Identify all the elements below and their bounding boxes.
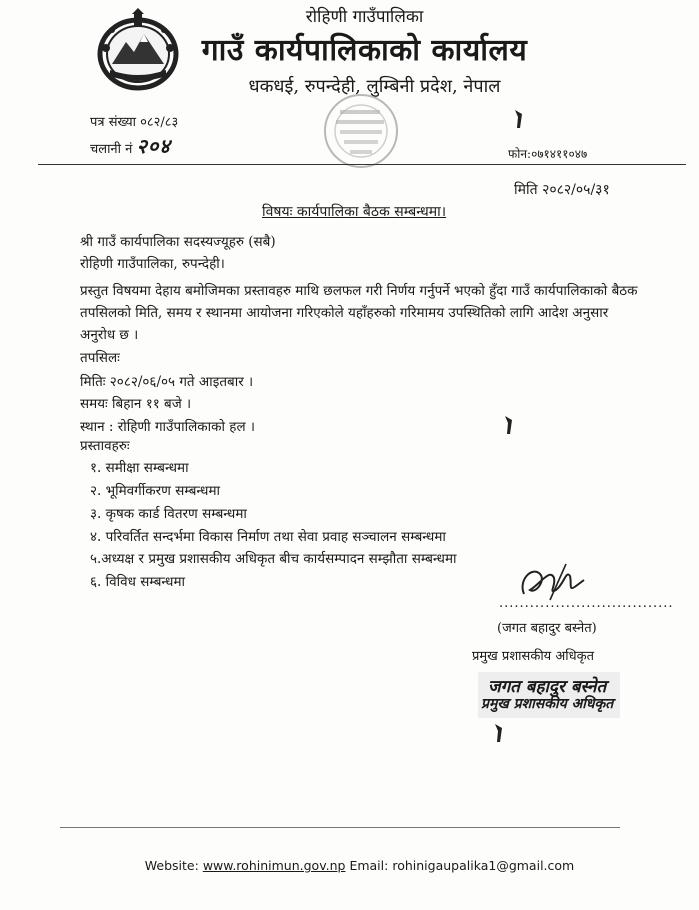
details-heading: तपसिलः (80, 350, 120, 366)
proposal-item: ४. परिवर्तित सन्दर्भमा विकास निर्माण तथा सेवा प्रवाह सञ्चालन सम्बन्धमा (90, 529, 446, 545)
footer-contact: Website: www.rohinimun.gov.np Email: rohinigaupalika1@gmail.com (144, 858, 575, 873)
municipality-name: रोहिणी गाउँपालिका (305, 7, 424, 27)
stamp-name: जगत बहादुर बस्नेत (488, 677, 607, 697)
office-address: धकधई, रुपन्देही, लुम्बिनी प्रदेश, नेपाल (248, 76, 501, 97)
meeting-time-line: समयः बिहान ११ बजे । (80, 396, 192, 412)
proposal-item: ५.अध्यक्ष र प्रमुख प्रशासकीय अधिकृत बीच कार्यसम्पादन सम्झौता सम्बन्धमा (90, 551, 457, 567)
proposal-item: ६. विविध सम्बन्धमा (90, 574, 186, 590)
proposal-item: २. भूमिवर्गीकरण सम्बन्धमा (90, 483, 221, 499)
office-seal-stamp-icon (318, 92, 404, 170)
patra-sankhya: पत्र संख्या ०८२/८३ (90, 115, 179, 130)
signatory-title: प्रमुख प्रशासकीय अधिकृत (472, 649, 595, 664)
office-title: गाउँ कार्यपालिकाको कार्यालय (201, 33, 528, 68)
letter-subject: विषयः कार्यपालिका बैठक सम्बन्धमा। (262, 204, 447, 220)
chalani-number: चलानी नं २०४ (90, 134, 171, 158)
binder-mark-icon (512, 108, 526, 130)
meeting-place-line: स्थान : रोहिणी गाउँपालिकाको हल । (80, 419, 256, 435)
signatory-name: (जगत बहादुर बस्नेत) (497, 621, 597, 636)
proposal-item: ३. कृषक कार्ड वितरण सम्बन्धमा (90, 506, 247, 522)
meeting-date-line: मितिः २०८२/०६/०५ गते आइतबार । (80, 374, 254, 390)
addressee-line-1: श्री गाउँ कार्यपालिका सदस्यज्यूहरु (सबै) (80, 234, 276, 250)
header-divider (38, 164, 686, 165)
email-address[interactable]: rohinigaupalika1@gmail.com (392, 858, 575, 873)
stamp-title: प्रमुख प्रशासकीय अधिकृत (481, 696, 614, 712)
website-link[interactable]: www.rohinimun.gov.np (202, 858, 346, 873)
binder-mark-icon (502, 414, 516, 436)
chalani-handwritten-value: २०४ (136, 134, 171, 158)
signature-dotted-line: .................................. (499, 596, 674, 611)
phone-number: फोन:०७१४११०४७ (508, 147, 588, 161)
letter-date: मिति २०८२/०५/३१ (514, 182, 610, 198)
addressee-line-2: रोहिणी गाउँपालिका, रुपन्देही। (80, 256, 225, 272)
proposals-heading: प्रस्तावहरुः (80, 438, 130, 454)
binder-mark-icon (492, 722, 506, 744)
body-paragraph: प्रस्तुत विषयमा देहाय बमोजिमका प्रस्तावहरु माथि छलफल गरी निर्णय गर्नुपर्ने भएको हुँदा गाउँ कार्यपालिकाको बैठक तपसिलको मिति, समय र स्थानमा आयोजना गरिएकोले यहाँहरुको गरिमामय उपस्थितिको लागि आदेश अनुसार अनुरोध छ । (80, 283, 638, 343)
proposal-item: १. समीक्षा सम्बन्धमा (90, 460, 189, 476)
footer-divider (60, 827, 620, 828)
